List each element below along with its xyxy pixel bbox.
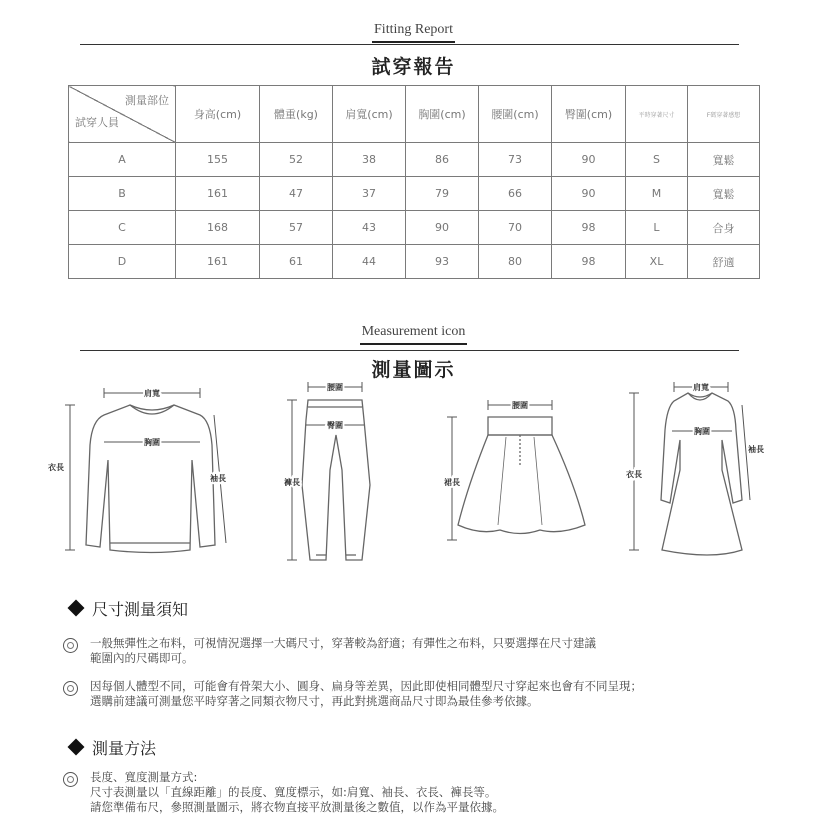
label-waist-pants: 腰圍 bbox=[327, 383, 343, 392]
table-header-row bbox=[69, 86, 760, 143]
cell: 98 bbox=[552, 211, 626, 245]
fitting-title-zh: 試穿報告 bbox=[371, 56, 456, 78]
table-row bbox=[69, 143, 760, 177]
label-pant-length: 褲長 bbox=[284, 478, 300, 487]
header-height: 身高(cm) bbox=[176, 86, 260, 143]
cell: 66 bbox=[479, 177, 552, 211]
cell: 61 bbox=[260, 245, 333, 279]
circle-bullet-icon bbox=[63, 638, 78, 653]
cell: 79 bbox=[406, 177, 479, 211]
measurement-title-en: Measurement icon bbox=[0, 324, 827, 345]
cell: 38 bbox=[333, 143, 406, 177]
cell: 90 bbox=[552, 143, 626, 177]
cell: 43 bbox=[333, 211, 406, 245]
sweater-icon bbox=[86, 405, 215, 553]
cell: 37 bbox=[333, 177, 406, 211]
cell: M bbox=[626, 177, 688, 211]
cell: 73 bbox=[479, 143, 552, 177]
cell: 86 bbox=[406, 143, 479, 177]
cell: 161 bbox=[176, 177, 260, 211]
circle-bullet-icon bbox=[63, 772, 78, 787]
cell: 寬鬆 bbox=[688, 177, 760, 211]
header-shoulder: 肩寬(cm) bbox=[333, 86, 406, 143]
header-hip: 臀圍(cm) bbox=[552, 86, 626, 143]
cell: 93 bbox=[406, 245, 479, 279]
table-row bbox=[69, 245, 760, 279]
header-chest: 胸圍(cm) bbox=[406, 86, 479, 143]
measurement-divider bbox=[80, 350, 739, 351]
cell: 52 bbox=[260, 143, 333, 177]
fitting-table bbox=[68, 85, 760, 279]
cell: 舒適 bbox=[688, 245, 760, 279]
row-name: B bbox=[69, 177, 176, 211]
table-row bbox=[69, 211, 760, 245]
label-shoulder: 肩寬 bbox=[144, 389, 160, 398]
measurement-illustrations bbox=[0, 375, 827, 575]
cell: 合身 bbox=[688, 211, 760, 245]
cell: L bbox=[626, 211, 688, 245]
cell: XL bbox=[626, 245, 688, 279]
cell: 98 bbox=[552, 245, 626, 279]
row-name: A bbox=[69, 143, 176, 177]
cell: 168 bbox=[176, 211, 260, 245]
skirt-icon bbox=[458, 417, 585, 534]
table-corner-cell bbox=[69, 86, 176, 143]
label-shoulder-dress: 肩寬 bbox=[693, 383, 709, 392]
corner-label-parts: 測量部位 bbox=[125, 94, 169, 107]
circle-bullet-icon bbox=[63, 681, 78, 696]
notes-heading-method: 測量方法 bbox=[66, 736, 156, 759]
row-name: C bbox=[69, 211, 176, 245]
diamond-icon bbox=[68, 739, 85, 756]
diamond-icon bbox=[68, 600, 85, 617]
cell: 155 bbox=[176, 143, 260, 177]
cell: 44 bbox=[333, 245, 406, 279]
label-sleeve: 袖長 bbox=[210, 474, 226, 483]
note-item-2: 因每個人體型不同，可能會有骨架大小、圓身、扁身等差異，因此即使相同體型尺寸穿起來也會有不同呈現； 選購前建議可測量您平時穿著之同類衣物尺寸，再此對挑選商品尺寸即為最佳參考依據。 bbox=[90, 679, 642, 708]
cell: 57 bbox=[260, 211, 333, 245]
cell: 161 bbox=[176, 245, 260, 279]
measurement-title-zh: 測量圖示 bbox=[371, 359, 456, 381]
label-chest: 胸圍 bbox=[144, 438, 160, 447]
fitting-title-en: Fitting Report bbox=[0, 22, 827, 43]
table-row bbox=[69, 177, 760, 211]
header-f-size-feel: F碼穿著感想 bbox=[688, 86, 760, 143]
label-chest-dress: 胸圍 bbox=[694, 427, 710, 436]
label-hip: 臀圍 bbox=[327, 421, 343, 430]
label-length: 衣長 bbox=[48, 463, 64, 472]
fitting-divider bbox=[80, 44, 739, 45]
cell: 90 bbox=[552, 177, 626, 211]
cell: 47 bbox=[260, 177, 333, 211]
notes-heading-size: 尺寸測量須知 bbox=[66, 597, 188, 620]
label-sleeve-dress: 袖長 bbox=[748, 445, 764, 454]
corner-label-testers: 試穿人員 bbox=[75, 116, 119, 129]
label-waist-skirt: 腰圍 bbox=[512, 401, 528, 410]
row-name: D bbox=[69, 245, 176, 279]
note-item-1: 一般無彈性之布料，可視情況選擇一大碼尺寸，穿著較為舒適；有彈性之布料，只要選擇在尺寸建議 範圍內的尺碼即可。 bbox=[90, 636, 596, 665]
note-item-3: 長度、寬度測量方式: 尺寸表測量以「直線距離」的長度、寬度標示，如:肩寬、袖長、衣長、褲長等。 請您準備布尺，參照測量圖示，將衣物直接平放測量後之數值，以作為平量依據。 bbox=[90, 770, 504, 814]
dress-icon bbox=[661, 393, 742, 555]
cell: 80 bbox=[479, 245, 552, 279]
cell: 寬鬆 bbox=[688, 143, 760, 177]
label-length-dress: 衣長 bbox=[626, 470, 642, 479]
label-skirt-length: 裙長 bbox=[444, 478, 460, 487]
cell: 70 bbox=[479, 211, 552, 245]
header-usual-size: 平時穿著尺寸 bbox=[626, 86, 688, 143]
header-waist: 腰圍(cm) bbox=[479, 86, 552, 143]
cell: 90 bbox=[406, 211, 479, 245]
header-weight: 體重(kg) bbox=[260, 86, 333, 143]
cell: S bbox=[626, 143, 688, 177]
